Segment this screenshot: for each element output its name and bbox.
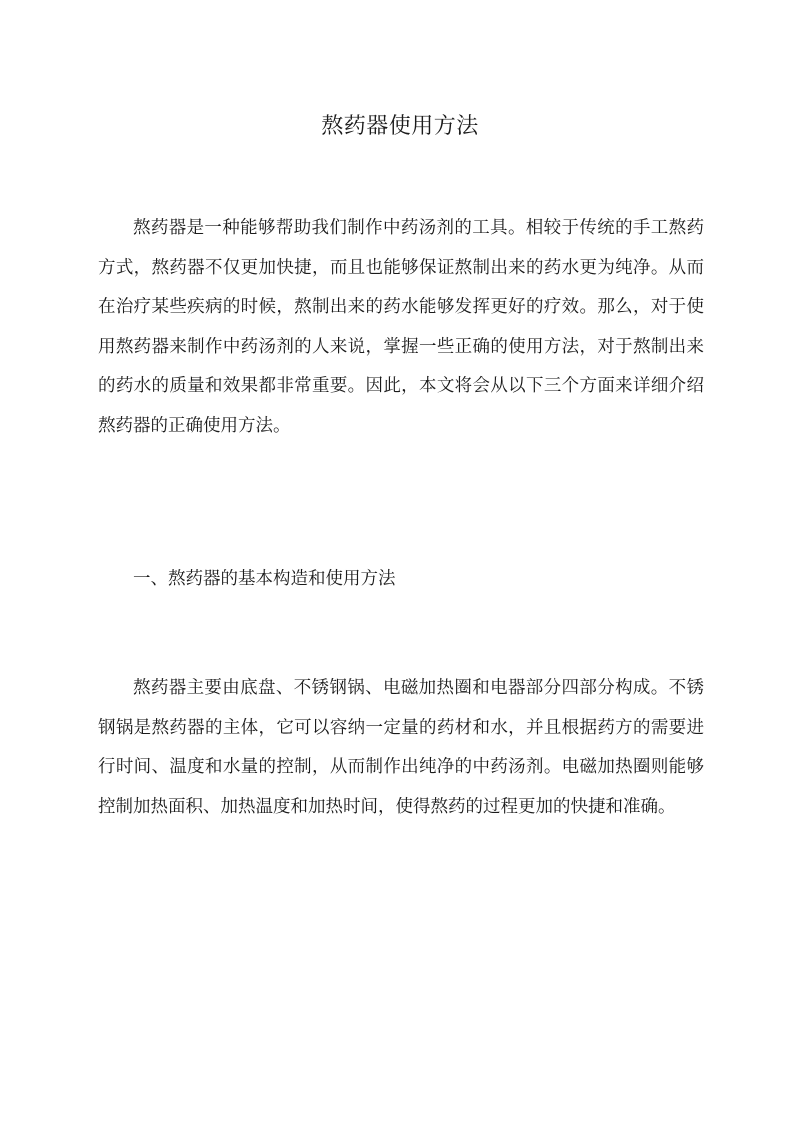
section-1-heading: 一、熬药器的基本构造和使用方法: [133, 569, 396, 589]
document-title: 熬药器使用方法: [321, 113, 479, 139]
section-1-paragraph: 熬药器主要由底盘、不锈钢锅、电磁加热圈和电器部分四部分构成。不锈钢锅是熬药器的主体，它可以容纳一定量的药材和水，并且根据药方的需要进行时间、温度和水量的控制，从而制作出纯净的中药汤剂。电磁加热圈则能够控制加热面积、加热温度和加热时间，使得熬药的过程更加的快捷和准确。: [98, 678, 704, 817]
intro-paragraph: 熬药器是一种能够帮助我们制作中药汤剂的工具。相较于传统的手工熬药方式，熬药器不仅更加快捷，而且也能够保证熬制出来的药水更为纯净。从而在治疗某些疾病的时候，熬制出来的药水能够发挥更好的疗效。那么，对于使用熬药器来制作中药汤剂的人来说，掌握一些正确的使用方法，对于熬制出来的药水的质量和效果都非常重要。因此，本文将会从以下三个方面来详细介绍熬药器的正确使用方法。: [98, 218, 704, 436]
